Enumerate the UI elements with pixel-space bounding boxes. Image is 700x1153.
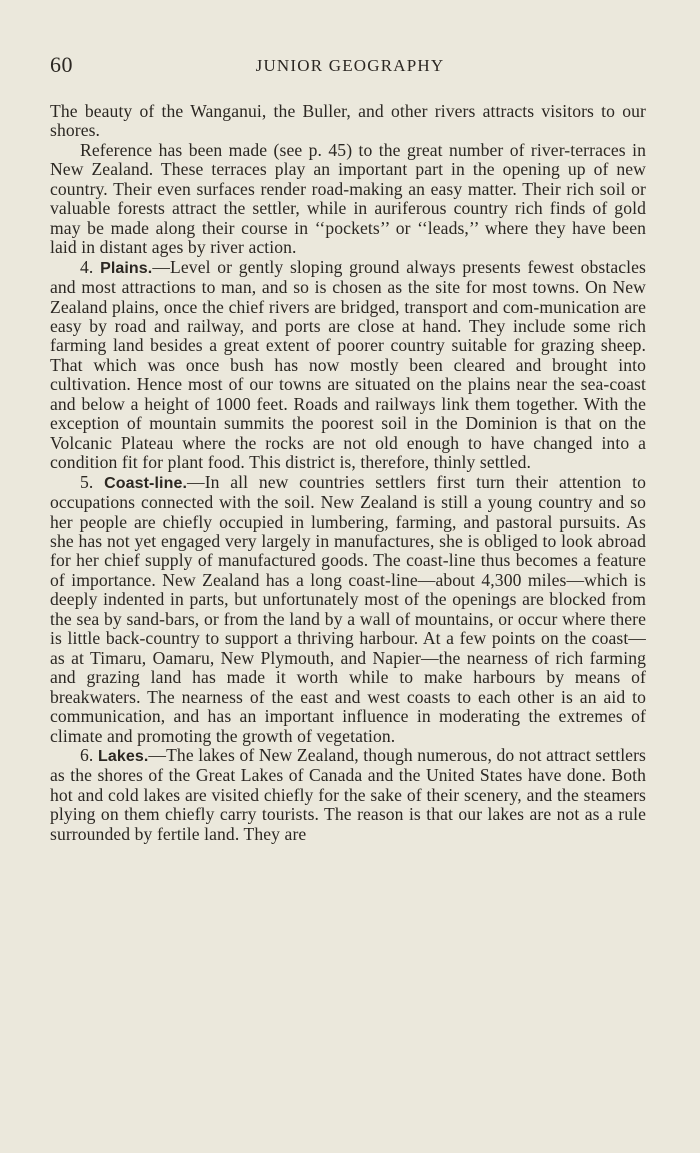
paragraph-text: The beauty of the Wanganui, the Buller, and other rivers attracts visitors to our shores.	[50, 101, 646, 141]
section-heading-coast-line: Coast-line.	[104, 474, 187, 492]
paragraph-river-terraces	[50, 141, 646, 258]
section-heading-lakes: Lakes.	[97, 747, 149, 765]
section-heading-plains: Plains.	[100, 259, 153, 277]
page-body	[50, 102, 646, 844]
section-lakes	[50, 746, 646, 844]
paragraph-text: Reference has been made (see p. 45) to the great number of river-terraces in New Zealand. These terraces play an important part in the opening up of new country. Their even surfaces render road-making an easy matter. Their rich soil or valuable forests attract the settler, while in auriferous country rich finds of gold may be made along their course in ‘‘pockets’’ or ‘‘leads,’’ where they have been laid in distant ages by river action.	[50, 139, 646, 258]
page-number: 60	[50, 52, 73, 77]
section-number: 6.	[80, 744, 94, 765]
section-plains	[50, 258, 646, 473]
section-number: 5.	[80, 471, 94, 492]
paragraph-rivers-continued	[50, 102, 646, 141]
section-number: 4.	[80, 256, 94, 277]
paragraph-text: —Level or gently sloping ground always presents fewest obstacles and most attractions to man, and so is chosen as the site for most towns. On New Zealand plains, once the chief rivers are bridged, transport and com-munication are easy by road and railway, and ports are close at hand. They include some rich farming land besides a great extent of poorer country suitable for grazing sheep. That which was once bush has now mostly been cleared and brought into cultivation. Hence most of our towns are situated on the plains near the sea-coast and below a height of 1000 feet. Roads and railways link them together. With the exception of mountain summits the poorest soil in the Dominion is that on the Volcanic Plateau where the rocks are not old enough to have changed into a condition fit for plant food. This district is, therefore, thinly settled.	[50, 256, 646, 473]
section-coast-line	[50, 473, 646, 746]
paragraph-text: —The lakes of New Zealand, though numerous, do not attract settlers as the shores of the Great Lakes of Canada and the United States have done. Both hot and cold lakes are visited chiefly for the sake of their scenery, and the steamers plying on them chiefly carry tourists. The reason is that our lakes are not as a rule surrounded by fertile land. They are	[50, 744, 647, 844]
paragraph-text: —In all new countries settlers first turn their attention to occupations connected with the soil. New Zealand is still a young country and so her people are chiefly occupied in lumbering, farming, and pastoral pursuits. As she has not yet engaged very largely in manufactures, she is obliged to look abroad for her chief supply of manufactured goods. The coast-line thus becomes a feature of importance. New Zealand has a long coast-line—about 4,300 miles—which is deeply indented in parts, but unfortunately most of the openings are blocked from the sea by sand-bars, or from the land by a wall of mountains, or occur where there is little back-country to support a thriving harbour. At a few points on the coast—as at Timaru, Oamaru, New Plymouth, and Napier—the nearness of rich farming and grazing land has made it worth while to make harbours by means of breakwaters. The nearness of the east and west coasts to each other is an aid to communication, and has an important influence in moderating the extremes of climate and promoting the growth of vegetation.	[50, 471, 646, 746]
running-title: JUNIOR GEOGRAPHY	[255, 56, 445, 75]
